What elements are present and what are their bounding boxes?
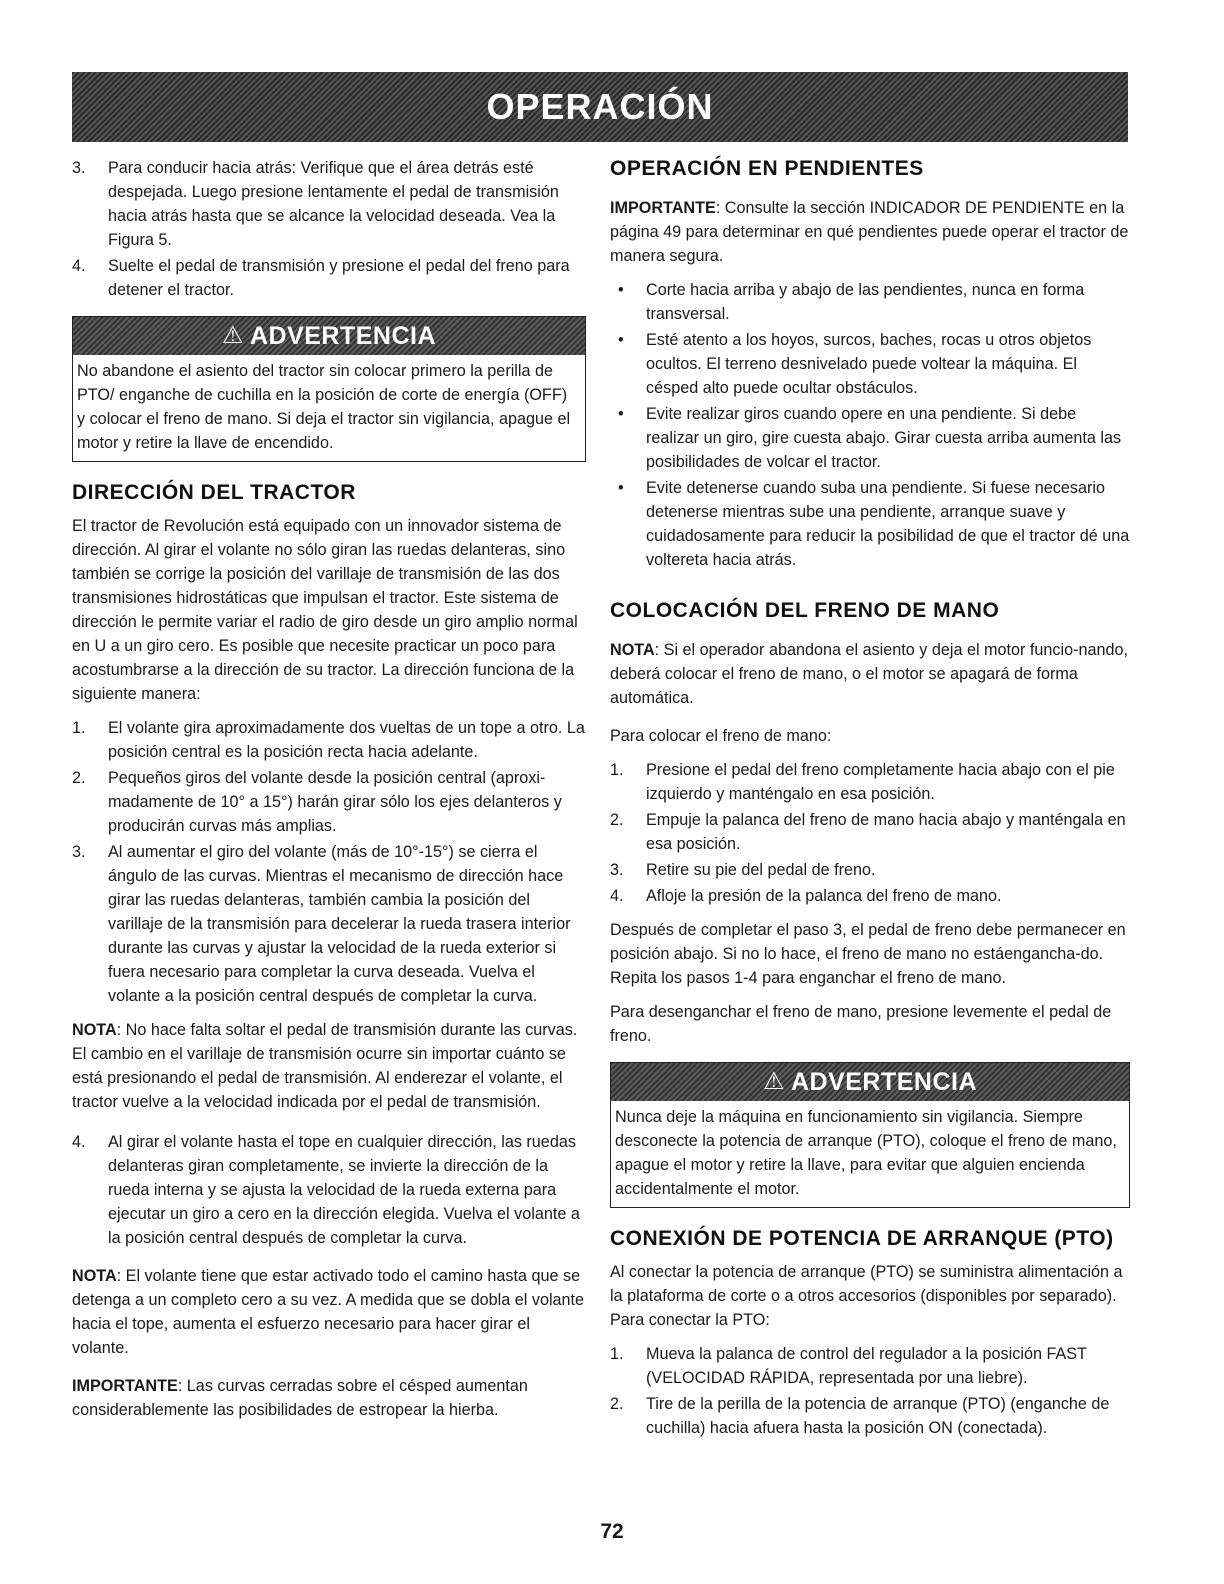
- warning-box-2: [610, 1062, 1130, 1208]
- page-header-bar: [72, 72, 1128, 142]
- pto-steps: [610, 1342, 1130, 1440]
- list-item: 1. El volante gira aproximadamente dos vueltas de un tope a otro. La posición central es la posición recta hacia adelante.: [72, 719, 585, 761]
- warning-text: No abandone el asiento del tractor sin colocar primero la perilla de PTO/ enganche de cuchilla en la posición de corte de energía (OFF) y colocar el freno de mano. Si deja el tractor sin vigilancia, apague el motor y retire la llave de encendido.: [77, 362, 571, 452]
- list-item: 3. Retire su pie del pedal de freno.: [610, 861, 876, 879]
- section-heading-steering: DIRECCIÓN DEL TRACTOR: [72, 481, 356, 504]
- warning-header: ⚠ ADVERTENCIA: [611, 1063, 1129, 1101]
- steering-step-4: [72, 1130, 586, 1250]
- warning-header: ⚠ ADVERTENCIA: [73, 317, 585, 355]
- list-item: • Evite detenerse cuando suba una pendiente. Si fuese necesario detenerse mientras sube una pendiente, arranque suave y cuidadosamente para reducir la posibilidad de que el tractor dé una voltereta hacia atrás.: [618, 479, 1130, 569]
- warning-triangle-icon: ⚠: [221, 322, 244, 349]
- warning-text: Nunca deje la máquina en funcionamiento sin vigilancia. Siempre desconecte la potencia de arranque (PTO), coloque el freno de mano, apague el motor y retire la llave, para evitar que alguien encienda accidentalmente el motor.: [615, 1108, 1117, 1198]
- list-item: 1. Presione el pedal del freno completamente hacia abajo con el pie izquierdo y manténgalo en esa posición.: [610, 761, 1115, 803]
- reverse-steps: [72, 156, 586, 302]
- page-title: OPERACIÓN: [486, 86, 714, 127]
- parking-note: NOTA: Si el operador abandona el asiento y deja el motor funcio-nando, deberá colocar el freno de mano, o el motor se apagará de forma automática.: [610, 641, 1129, 707]
- right-column: [610, 156, 1130, 1450]
- slopes-bullets: [610, 278, 1130, 572]
- parking-steps: [610, 758, 1130, 908]
- parking-release: Para desenganchar el freno de mano, presione levemente el pedal de freno.: [610, 1003, 1112, 1045]
- parking-intro: Para colocar el freno de mano:: [610, 727, 832, 745]
- pto-intro: Al conectar la potencia de arranque (PTO) se suministra alimentación a la plataforma de corte o a otros accesorios (disponibles por separado). Para conectar la PTO:: [610, 1263, 1123, 1329]
- list-item: 1. Mueva la palanca de control del regulador a la posición FAST (VELOCIDAD RÁPIDA, representada por una liebre).: [610, 1345, 1087, 1387]
- list-item: 3. Para conducir hacia atrás: Verifique que el área detrás esté despejada. Luego presione lentamente el pedal de transmisión hacia atrás hasta que se alcance la velocidad deseada. Vea la Figura 5.: [72, 159, 559, 249]
- list-item: • Evite realizar giros cuando opere en una pendiente. Si debe realizar un giro, gire cuesta abajo. Girar cuesta arriba aumenta las posibilidades de volcar el tractor.: [618, 405, 1122, 471]
- warning-box-1: [72, 316, 586, 462]
- list-item: 2. Pequeños giros del volante desde la posición central (aproxi-madamente de 10° a 15°) harán girar sólo los ejes delanteros y producirán curvas más amplias.: [72, 769, 562, 835]
- section-heading-slopes: OPERACIÓN EN PENDIENTES: [610, 157, 924, 180]
- section-heading-parking-brake: COLOCACIÓN DEL FRENO DE MANO: [610, 599, 1000, 622]
- list-item: 4. Al girar el volante hasta el tope en cualquier dirección, las ruedas delanteras giran completamente, se invierte la dirección de la rueda interna y se ajusta la velocidad de la rueda externa para ejecutar un giro a cero en la dirección elegida. Vuelva el volante a la posición central después de completar la curva.: [72, 1133, 580, 1247]
- list-item: 2. Empuje la palanca del freno de mano hacia abajo y manténgala en esa posición.: [610, 811, 1126, 853]
- list-item: • Corte hacia arriba y abajo de las pendientes, nunca en forma transversal.: [618, 281, 1085, 323]
- steering-note-1: NOTA: No hace falta soltar el pedal de transmisión durante las curvas. El cambio en el varillaje de transmisión ocurre sin importar cuánto se está presionando el pedal de transmisión. Al enderezar el volante, el tractor vuelve a la velocidad indicada por el pedal de transmisión.: [72, 1021, 578, 1111]
- slopes-important: IMPORTANTE: Consulte la sección INDICADOR DE PENDIENTE en la página 49 para determinar en qué pendientes puede operar el tractor de manera segura.: [610, 199, 1129, 265]
- list-item: 2. Tire de la perilla de la potencia de arranque (PTO) (enganche de cuchilla) hacia afuera hasta la posición ON (conectada).: [610, 1395, 1110, 1437]
- steering-important: IMPORTANTE: Las curvas cerradas sobre el césped aumentan considerablemente las posibilidades de estropear la hierba.: [72, 1377, 528, 1419]
- steering-note-2: NOTA: El volante tiene que estar activado todo el camino hasta que se detenga a un completo cero a su vez. A medida que se dobla el volante hacia el tope, aumenta el esfuerzo necesario para hacer girar el volante.: [72, 1267, 585, 1357]
- parking-after: Después de completar el paso 3, el pedal de freno debe permanecer en posición abajo. Si no lo hace, el freno de mano no estáenganchа-do. Repita los pasos 1-4 para enganchar el freno de mano.: [610, 921, 1126, 987]
- section-heading-pto: CONEXIÓN DE POTENCIA DE ARRANQUE (PTO): [610, 1227, 1114, 1250]
- list-item: • Esté atento a los hoyos, surcos, baches, rocas u otros objetos ocultos. El terreno desnivelado puede voltear la máquina. El césped alto puede ocultar obstáculos.: [618, 331, 1092, 397]
- steering-intro: El tractor de Revolución está equipado con un innovador sistema de dirección. Al girar el volante no sólo giran las ruedas delanteras, sino también se corrige la posición del varillaje de transmisión de las dos transmisiones hidrostáticas que impulsan el tractor. Este sistema de dirección le permite variar el radio de giro desde un giro amplio normal en U a un giro cero. Es posible que necesite practicar un poco para acostumbrarse a la dirección de su tractor. La dirección funciona de la siguiente manera:: [72, 517, 578, 703]
- list-item: 3. Al aumentar el giro del volante (más de 10°-15°) se cierra el ángulo de las curvas. Mientras el mecanismo de dirección hace girar las ruedas delanteras, también cambia la posición del varillaje de la transmisión para decelerar la rueda trasera interior durante las curvas y ajustar la velocidad de la rueda exterior si fuera necesario para completar la curva deseada. Vuelva el volante a la posición central después de completar la curva.: [72, 843, 571, 1005]
- list-item: 4. Suelte el pedal de transmisión y presione el pedal del freno para detener el tractor.: [72, 257, 570, 299]
- list-item: 4. Afloje la presión de la palanca del freno de mano.: [610, 887, 1002, 905]
- left-column: [72, 156, 586, 1432]
- warning-triangle-icon: ⚠: [762, 1068, 785, 1095]
- page-number: 72: [600, 1520, 624, 1543]
- steering-steps: [72, 716, 586, 1008]
